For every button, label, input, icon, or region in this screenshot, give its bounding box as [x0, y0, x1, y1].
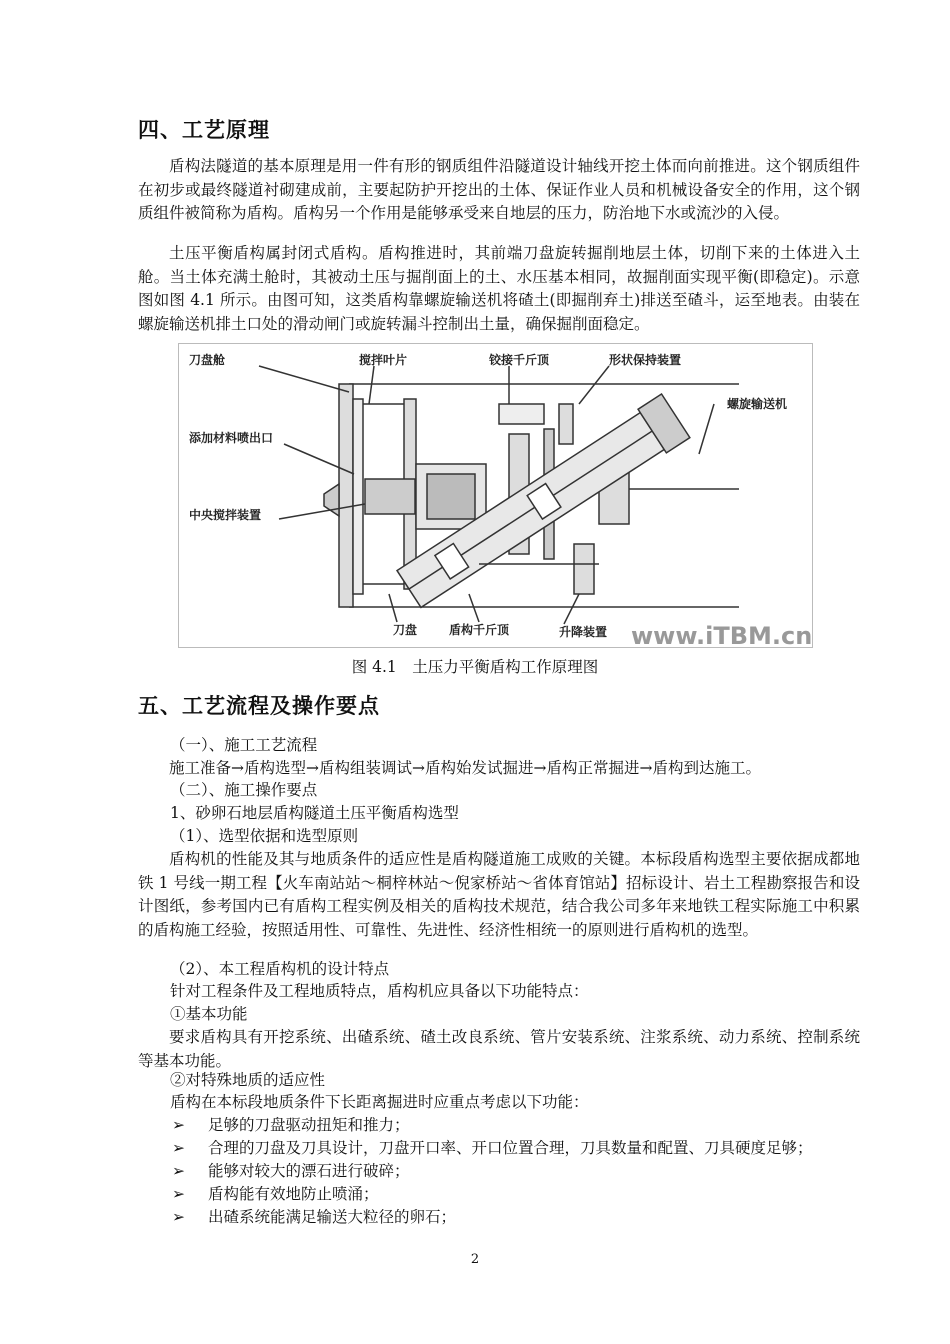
label-additive-outlet: 添加材料喷出口 — [189, 431, 274, 445]
bullet-item — [172, 1137, 813, 1161]
label-shape-keeper: 形状保持装置 — [609, 353, 682, 367]
section-4-title: 四、工艺原理 — [138, 117, 270, 142]
section-4-paragraph-1: 盾构法隧道的基本原理是用一件有形的钢质组件沿隧道设计轴线开挖土体而向前推进。这个钢质组件在初步或最终隧道衬砌建成前，主要起防护开挖出的土体、保证作业人员和机械设备安全的作用，这个钢质组件被简称为盾构。盾构另一个作用是能够承受来自地层的压力，防治地下水或流沙的入侵。 — [138, 157, 860, 222]
selection-paragraph: 盾构机的性能及其与地质条件的适应性是盾构隧道施工成败的关键。本标段盾构选型主要依据成都地铁 1 号线一期工程【火车南站站～桐梓林站～倪家桥站～省体育馆站】招标设计、岩土工程勘察报告和设计图纸，参考国内已有盾构工程实例及相关的盾构技术规范，结合我公司多年来地铁工程实际施工中积累的盾构施工经验，按照适用性、可靠性、先进性、经济性相统一的原则进行盾构机的选型。 — [138, 850, 860, 939]
label-shield-jack: 盾构千斤顶 — [449, 623, 510, 637]
shield-diagram — [179, 344, 812, 647]
section-4-paragraph-2: 土压平衡盾构属封闭式盾构。盾构推进时，其前端刀盘旋转掘削地层土体，切削下来的土体进入土舱。当土体充满土舱时，其被动土压与掘削面上的土、水压基本相同，故掘削面实现平衡(即稳定)。示意图如图 4.1 所示。由图可知，这类盾构靠螺旋输送机将碴土(即掘削弃土)排送至碴斗，运至地表。由装在螺旋输送机排土口处的滑动闸门或旋转漏斗控制出土量，确保掘削面稳定。 — [138, 244, 860, 333]
bullet-item — [172, 1183, 379, 1207]
label-hinge-jack: 铰接千斤顶 — [489, 353, 550, 367]
section-5-title: 五、工艺流程及操作要点 — [138, 693, 380, 718]
label-cutter-chamber: 刀盘舱 — [189, 353, 226, 367]
subsection-1-title: （一）、施工工艺流程 — [170, 736, 318, 754]
label-screw-conveyor: 螺旋输送机 — [727, 397, 788, 411]
bullet-text: 盾构能有效地防止喷涌； — [208, 1185, 379, 1203]
basic-function-title: ①基本功能 — [170, 1005, 248, 1023]
watermark: www.iTBM.cn — [631, 622, 812, 647]
basic-function-paragraph: 要求盾构具有开挖系统、出碴系统、碴土改良系统、管片安装系统、注浆系统、动力系统、控制系统等基本功能。 — [138, 1028, 860, 1070]
bullet-text: 出碴系统能满足输送大粒径的卵石； — [208, 1208, 457, 1226]
process-flow-line: 施工准备→盾构选型→盾构组装调试→盾构始发试掘进→盾构正常掘进→盾构到达施工。 — [169, 759, 761, 777]
bullet-item — [172, 1114, 410, 1138]
item-1-1-title: （1）、选型依据和选型原则 — [170, 827, 359, 845]
page-number: 2 — [470, 1252, 480, 1267]
label-mixing-blade: 搅拌叶片 — [359, 353, 408, 367]
bullet-marker: ➢ — [172, 1185, 185, 1203]
figure-caption: 图 4.1 土压力平衡盾构工作原理图 — [351, 658, 599, 676]
geology-adaptability-title: ②对特殊地质的适应性 — [170, 1071, 326, 1089]
label-cutter-disc: 刀盘 — [393, 623, 418, 637]
feature-intro: 针对工程条件及工程地质特点，盾构机应具备以下功能特点： — [170, 982, 589, 1000]
bullet-marker: ➢ — [172, 1162, 185, 1180]
bullet-item — [172, 1206, 456, 1230]
bullet-item — [172, 1160, 410, 1184]
item-1-title: 1、砂卵石地层盾构隧道土压平衡盾构选型 — [170, 804, 459, 822]
bullet-text: 合理的刀盘及刀具设计，刀盘开口率、开口位置合理，刀具数量和配置、刀具硬度足够； — [208, 1139, 813, 1157]
item-1-2-title: （2）、本工程盾构机的设计特点 — [170, 960, 390, 978]
label-center-mixer: 中央搅拌装置 — [189, 508, 262, 522]
bullet-text: 足够的刀盘驱动扭矩和推力； — [208, 1116, 410, 1134]
bullet-marker: ➢ — [172, 1208, 185, 1226]
bullet-text: 能够对较大的漂石进行破碎； — [208, 1162, 410, 1180]
subsection-2-title: （二）、施工操作要点 — [170, 781, 318, 799]
label-lift-device: 升降装置 — [559, 625, 608, 639]
shield-machine-figure — [178, 343, 813, 648]
geology-adaptability-intro: 盾构在本标段地质条件下长距离掘进时应重点考虑以下功能： — [170, 1093, 589, 1111]
bullet-marker: ➢ — [172, 1116, 185, 1134]
bullet-marker: ➢ — [172, 1139, 185, 1157]
